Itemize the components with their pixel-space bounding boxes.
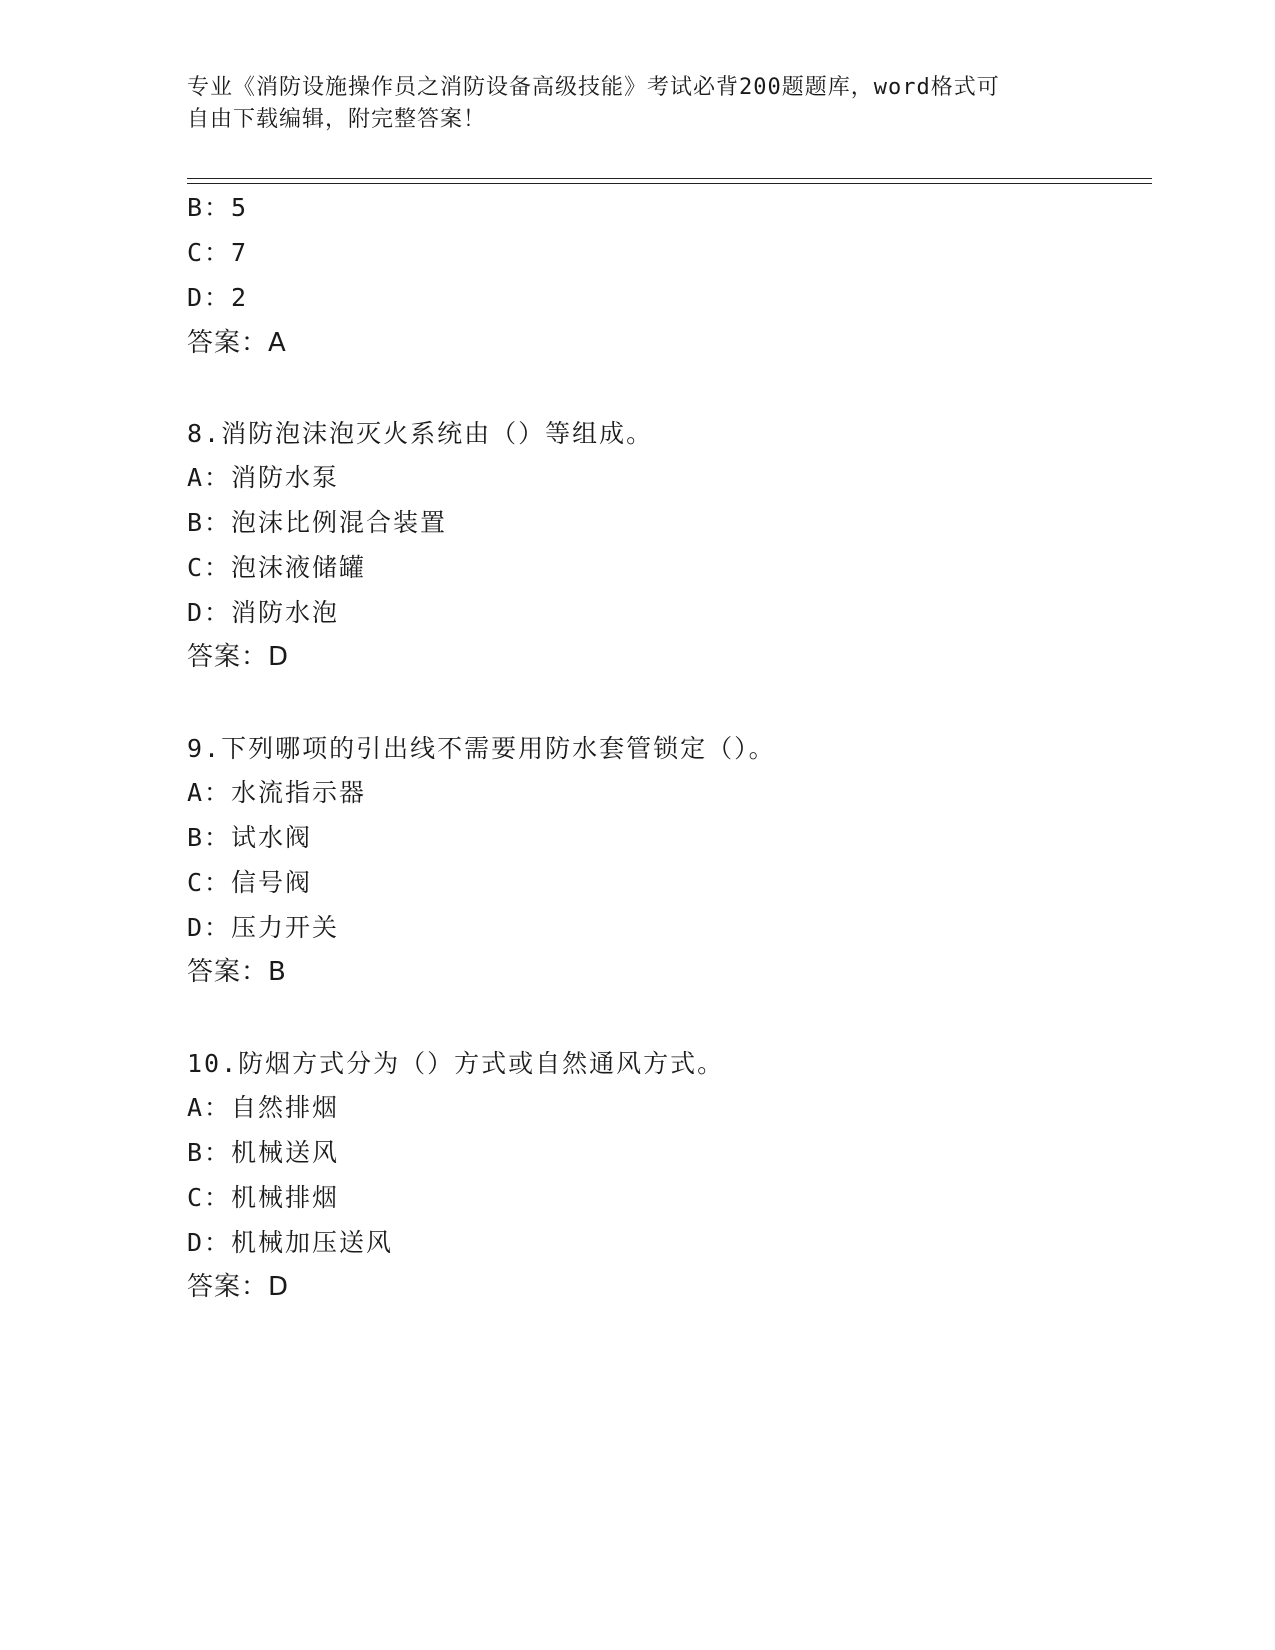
header-rule-bottom <box>187 183 1152 184</box>
option-c: C：机械排烟 <box>187 1183 340 1212</box>
question-stem-8: 8.消防泡沫泡灭火系统由（）等组成。 <box>187 419 654 448</box>
option-c: C：7 <box>187 238 249 267</box>
option-a: A：消防水泵 <box>187 463 340 492</box>
header-line-2: 自由下载编辑，附完整答案！ <box>187 107 487 132</box>
answer-line: 答案：D <box>187 1272 290 1302</box>
answer-line: 答案：D <box>187 642 290 672</box>
option-a: A：自然排烟 <box>187 1093 340 1122</box>
option-b: B：试水阀 <box>187 823 313 852</box>
option-b: B：5 <box>187 193 249 222</box>
header-line-1: 专业《消防设施操作员之消防设备高级技能》考试必背200题题库，word格式可 <box>187 75 1000 100</box>
answer-line: 答案：B <box>187 957 287 987</box>
option-a: A：水流指示器 <box>187 778 367 807</box>
option-d: D：压力开关 <box>187 913 340 942</box>
option-d: D：消防水泡 <box>187 598 340 627</box>
option-c: C：信号阀 <box>187 868 313 897</box>
question-stem-9: 9.下列哪项的引出线不需要用防水套管锁定（）。 <box>187 734 776 763</box>
option-c: C：泡沫液储罐 <box>187 553 367 582</box>
document-header <box>187 72 1067 136</box>
option-b: B：泡沫比例混合装置 <box>187 508 448 537</box>
question-stem-10: 10.防烟方式分为（）方式或自然通风方式。 <box>187 1049 725 1078</box>
option-d: D：机械加压送风 <box>187 1228 394 1257</box>
header-rule-top <box>187 178 1152 179</box>
option-b: B：机械送风 <box>187 1138 340 1167</box>
option-d: D：2 <box>187 283 249 312</box>
answer-line: 答案：A <box>187 328 287 358</box>
